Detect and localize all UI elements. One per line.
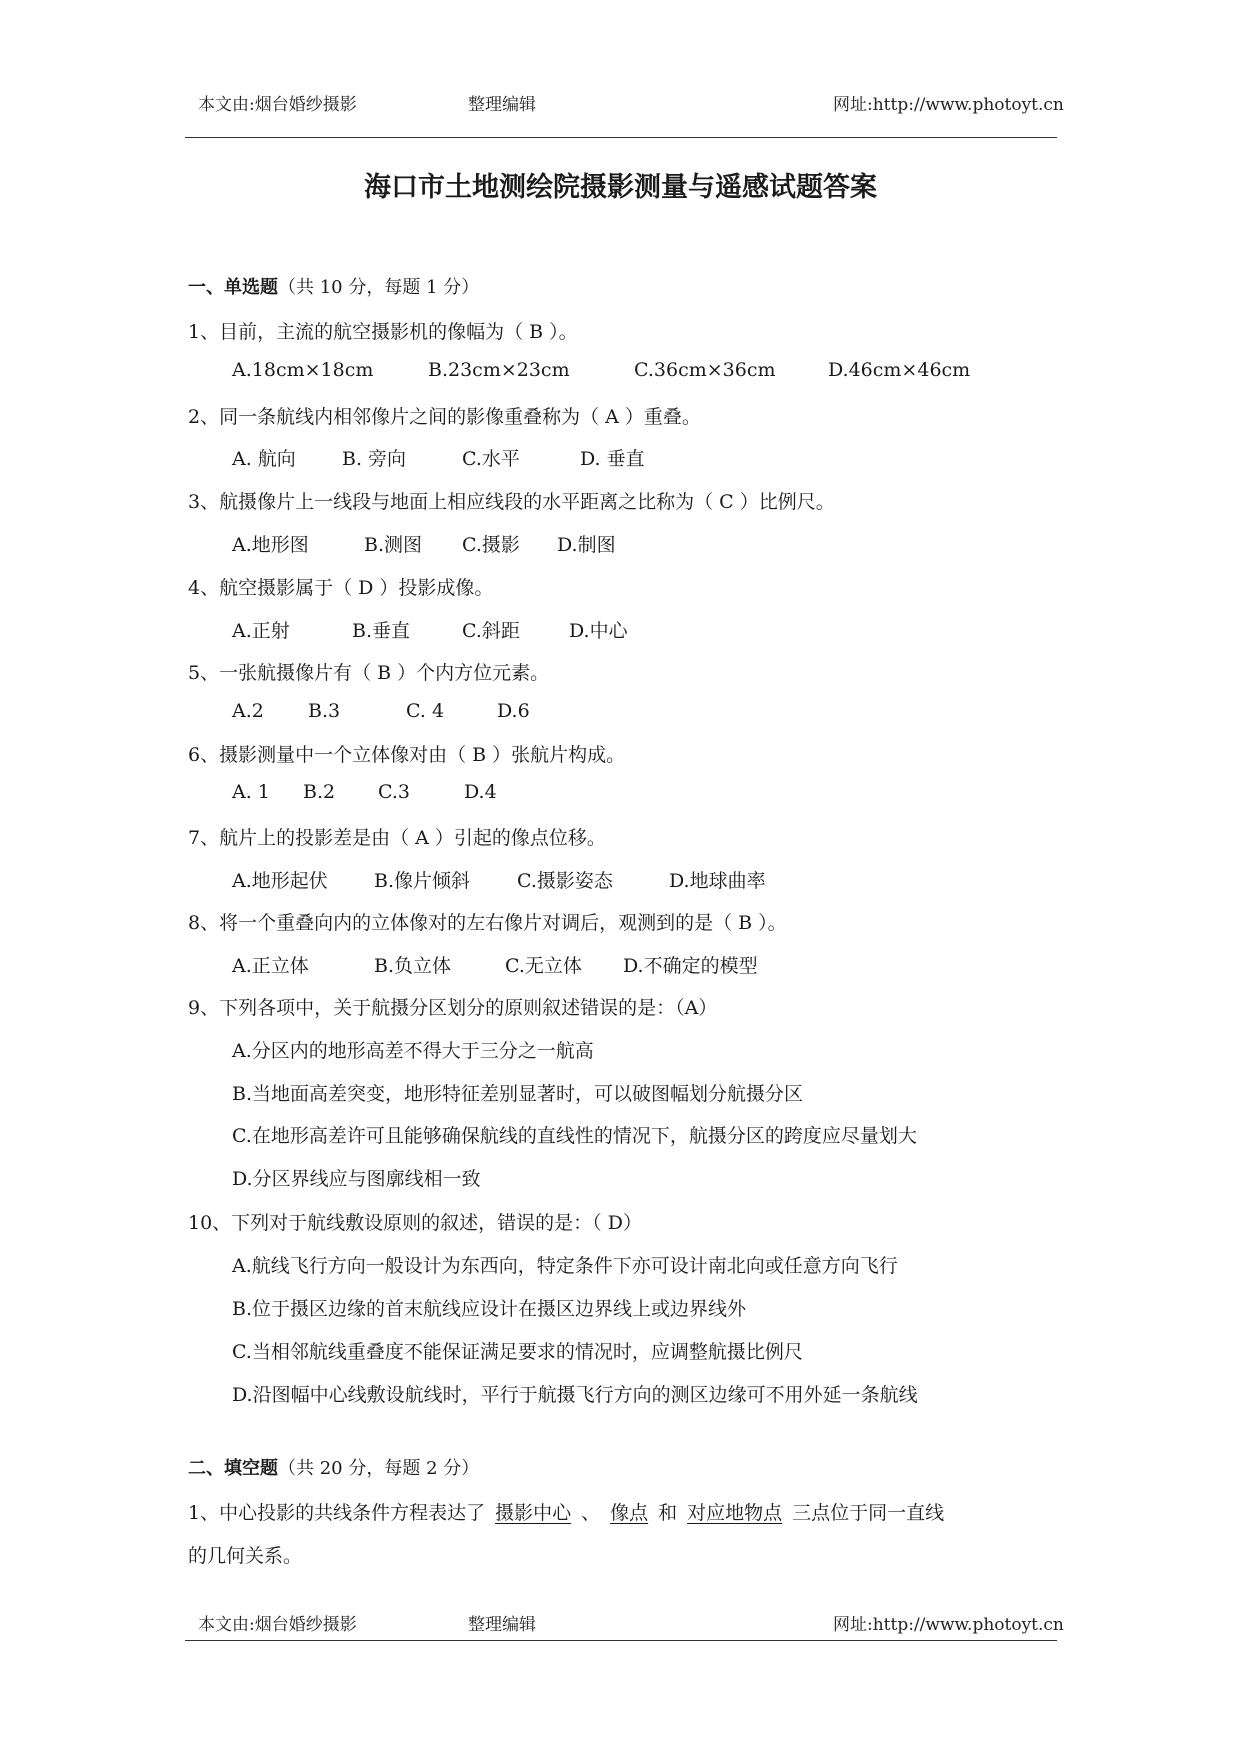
q8-option-c: C.无立体 [505, 955, 582, 977]
header-edit: 整理编辑 [468, 95, 536, 115]
question-2: 2、同一条航线内相邻像片之间的影像重叠称为（ A ）重叠。 [188, 406, 701, 428]
q4-option-d: D.中心 [569, 620, 628, 642]
page-title: 海口市土地测绘院摄影测量与遥感试题答案 [364, 172, 877, 203]
fill-q1-sep-1: 、 [581, 1502, 601, 1524]
q4-option-c: C.斜距 [462, 620, 520, 642]
fill-q1-blank-3: 对应地物点 [687, 1502, 783, 1524]
q10-option-c: C.当相邻航线重叠度不能保证满足要求的情况时，应调整航摄比例尺 [232, 1341, 803, 1363]
fill-q1-prefix: 1、中心投影的共线条件方程表达了 [188, 1502, 486, 1524]
fill-q1-sep-2: 和 [658, 1502, 678, 1524]
header-website[interactable]: 网址:http://www.photoyt.cn [833, 95, 1064, 115]
question-8: 8、将一个重叠向内的立体像对的左右像片对调后，观测到的是（ B ）。 [188, 912, 787, 934]
q6-option-a: A. 1 [232, 781, 270, 803]
q10-option-a: A.航线飞行方向一般设计为东西向，特定条件下亦可设计南北向或任意方向飞行 [232, 1255, 898, 1277]
footer-source: 本文由:烟台婚纱摄影 [198, 1615, 357, 1635]
section-heading-2 [188, 1454, 479, 1480]
q3-option-d: D.制图 [557, 534, 616, 556]
q6-option-c: C.3 [378, 781, 410, 803]
question-1: 1、目前，主流的航空摄影机的像幅为（ B ）。 [188, 321, 578, 343]
q2-option-d: D. 垂直 [580, 448, 645, 470]
q9-option-d: D.分区界线应与图廓线相一致 [232, 1168, 481, 1190]
fill-q1-blank-2: 像点 [610, 1502, 649, 1524]
q1-option-c: C.36cm×36cm [634, 359, 776, 381]
q3-option-a: A.地形图 [232, 534, 309, 556]
question-3: 3、航摄像片上一线段与地面上相应线段的水平距离之比称为（ C ）比例尺。 [188, 491, 835, 513]
section-heading-1 [188, 273, 479, 299]
q6-option-d: D.4 [464, 781, 497, 803]
footer-edit: 整理编辑 [468, 1615, 536, 1635]
q5-option-a: A.2 [232, 700, 264, 722]
q7-option-d: D.地球曲率 [669, 870, 766, 892]
q2-option-a: A. 航向 [232, 448, 296, 470]
q1-option-a: A.18cm×18cm [232, 359, 374, 381]
fill-q1-suffix: 三点位于同一直线 [792, 1502, 945, 1524]
q6-option-b: B.2 [303, 781, 336, 803]
question-5: 5、一张航摄像片有（ B ）个内方位元素。 [188, 662, 550, 684]
q4-option-b: B.垂直 [352, 620, 411, 642]
q7-option-a: A.地形起伏 [232, 870, 328, 892]
section-note-1: （共 10 分，每题 1 分） [278, 277, 480, 298]
question-7: 7、航片上的投影差是由（ A ）引起的像点位移。 [188, 827, 606, 849]
q9-option-b: B.当地面高差突变，地形特征差别显著时，可以破图幅划分航摄分区 [232, 1083, 804, 1105]
q8-option-b: B.负立体 [374, 955, 452, 977]
footer-divider [185, 1640, 1057, 1641]
fill-question-1 [188, 1498, 944, 1525]
q10-option-b: B.位于摄区边缘的首末航线应设计在摄区边界线上或边界线外 [232, 1298, 747, 1320]
header-source: 本文由:烟台婚纱摄影 [198, 95, 357, 115]
section-note-2: （共 20 分，每题 2 分） [278, 1458, 480, 1479]
q7-option-b: B.像片倾斜 [374, 870, 471, 892]
q9-option-c: C.在地形高差许可且能够确保航线的直线性的情况下，航摄分区的跨度应尽量划大 [232, 1125, 917, 1147]
section-title-1: 一、单选题 [188, 277, 278, 298]
question-6: 6、摄影测量中一个立体像对由（ B ）张航片构成。 [188, 744, 626, 766]
q2-option-b: B. 旁向 [342, 448, 407, 470]
q2-option-c: C.水平 [462, 448, 520, 470]
section-title-2: 二、填空题 [188, 1458, 278, 1479]
question-9: 9、下列各项中，关于航摄分区划分的原则叙述错误的是：（A） [188, 997, 718, 1019]
q8-option-d: D.不确定的模型 [623, 955, 758, 977]
fill-q1-blank-1: 摄影中心 [495, 1502, 572, 1524]
q8-option-a: A.正立体 [232, 955, 309, 977]
header-divider [185, 137, 1057, 138]
q7-option-c: C.摄影姿态 [517, 870, 613, 892]
q10-option-d: D.沿图幅中心线敷设航线时，平行于航摄飞行方向的测区边缘可不用外延一条航线 [232, 1384, 918, 1406]
q3-option-c: C.摄影 [462, 534, 520, 556]
q5-option-c: C. 4 [406, 700, 445, 722]
q5-option-d: D.6 [497, 700, 530, 722]
question-4: 4、航空摄影属于（ D ）投影成像。 [188, 577, 494, 599]
fill-q1-line-2: 的几何关系。 [188, 1545, 303, 1567]
q9-option-a: A.分区内的地形高差不得大于三分之一航高 [232, 1040, 594, 1062]
q5-option-b: B.3 [308, 700, 341, 722]
q1-option-b: B.23cm×23cm [428, 359, 570, 381]
footer-website[interactable]: 网址:http://www.photoyt.cn [833, 1615, 1064, 1635]
q1-option-d: D.46cm×46cm [828, 359, 971, 381]
q3-option-b: B.测图 [364, 534, 423, 556]
question-10: 10、下列对于航线敷设原则的叙述，错误的是：（ D） [188, 1212, 642, 1234]
q4-option-a: A.正射 [232, 620, 290, 642]
